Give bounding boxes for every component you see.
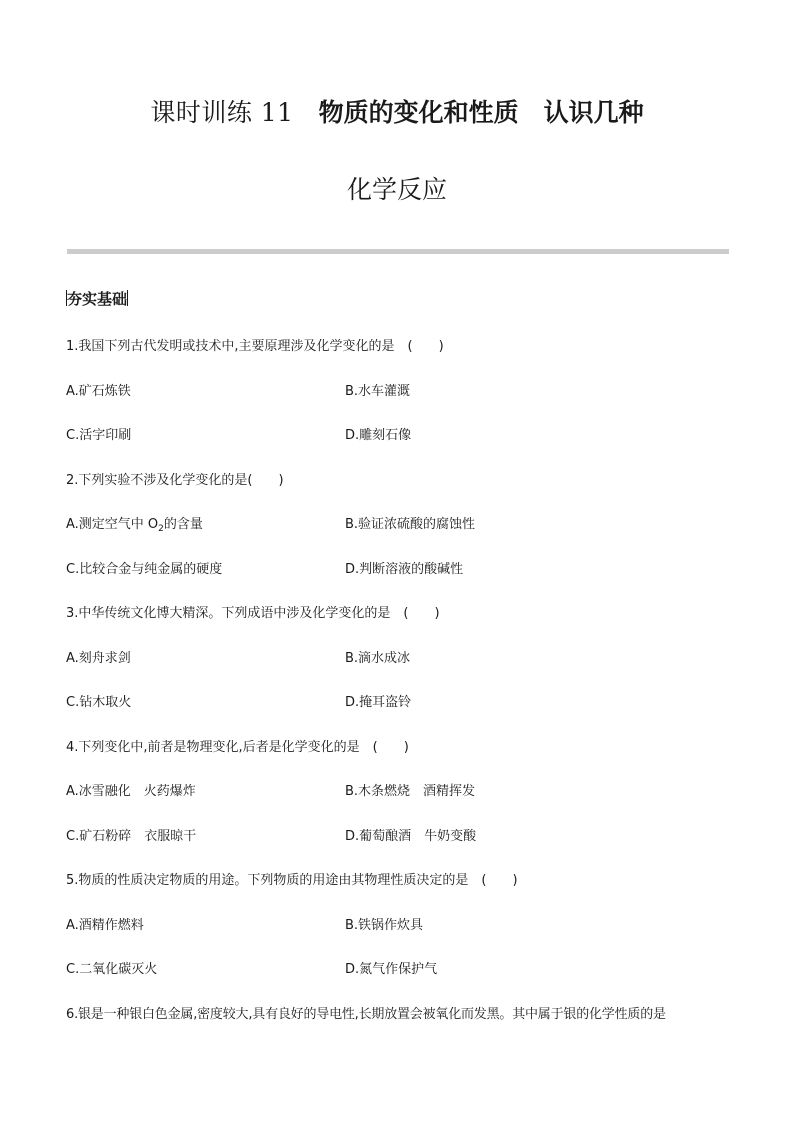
question-1-option-b: B.水车灌溉 (345, 384, 411, 399)
page-title-line-1 (0, 97, 794, 129)
question-3-option-a: A.刻舟求剑 (66, 651, 131, 666)
question-1-option-d: D.雕刻石像 (345, 428, 412, 443)
question-4-option-c: C.矿石粉碎 衣服晾干 (66, 829, 197, 844)
question-2-stem: 2.下列实验不涉及化学变化的是( ) (66, 473, 284, 488)
question-2-option-a-subscript: 2 (158, 524, 164, 534)
question-3-stem: 3.中华传统文化博大精深。下列成语中涉及化学变化的是 ( ) (66, 606, 440, 621)
question-1-option-a: A.矿石炼铁 (66, 384, 131, 399)
question-2-option-a-head: A.测定空气中 O (66, 517, 159, 532)
question-1-option-c: C.活字印刷 (66, 428, 132, 443)
question-4-option-a: A.冰雪融化 火药爆炸 (66, 784, 196, 799)
question-5-option-b: B.铁锅作炊具 (345, 918, 424, 933)
question-1-stem: 1.我国下列古代发明或技术中,主要原理涉及化学变化的是 ( ) (66, 339, 444, 354)
question-5-option-a: A.酒精作燃料 (66, 918, 144, 933)
question-5-option-d: D.氮气作保护气 (345, 962, 438, 977)
question-2-option-a (66, 516, 203, 534)
question-4-stem: 4.下列变化中,前者是物理变化,后者是化学变化的是 ( ) (66, 740, 409, 755)
question-5-option-c: C.二氧化碳灭火 (66, 962, 158, 977)
question-5-stem: 5.物质的性质决定物质的用途。下列物质的用途由其物理性质决定的是 ( ) (66, 873, 518, 888)
page-title-line-2: 化学反应 (346, 175, 447, 204)
question-2-option-a-tail: 的含量 (163, 517, 203, 532)
question-4-option-b: B.木条燃烧 酒精挥发 (345, 784, 476, 799)
question-3-option-b: B.滴水成冰 (345, 651, 411, 666)
question-6-stem: 6.银是一种银白色金属,密度较大,具有良好的导电性,长期放置会被氧化而发黑。其中属于银的化学性质的是 (66, 1007, 666, 1022)
question-2-option-c: C.比较合金与纯金属的硬度 (66, 562, 223, 577)
question-3-option-c: C.钻木取火 (66, 695, 132, 710)
question-2-option-d: D.判断溶液的酸碱性 (345, 562, 464, 577)
section-label: 夯实基础 (67, 290, 128, 308)
question-2-option-b: B.验证浓硫酸的腐蚀性 (345, 517, 476, 532)
question-4-option-d: D.葡萄酿酒 牛奶变酸 (345, 829, 477, 844)
title-topic-1: 物质的变化和性质 (318, 98, 519, 127)
title-topic-2: 认识几种 (543, 98, 644, 127)
divider-rule (67, 249, 729, 254)
question-3-option-d: D.掩耳盗铃 (345, 695, 412, 710)
title-prefix: 课时训练 11 (150, 98, 294, 127)
section-bar-right (127, 290, 128, 306)
section-heading (66, 289, 128, 309)
